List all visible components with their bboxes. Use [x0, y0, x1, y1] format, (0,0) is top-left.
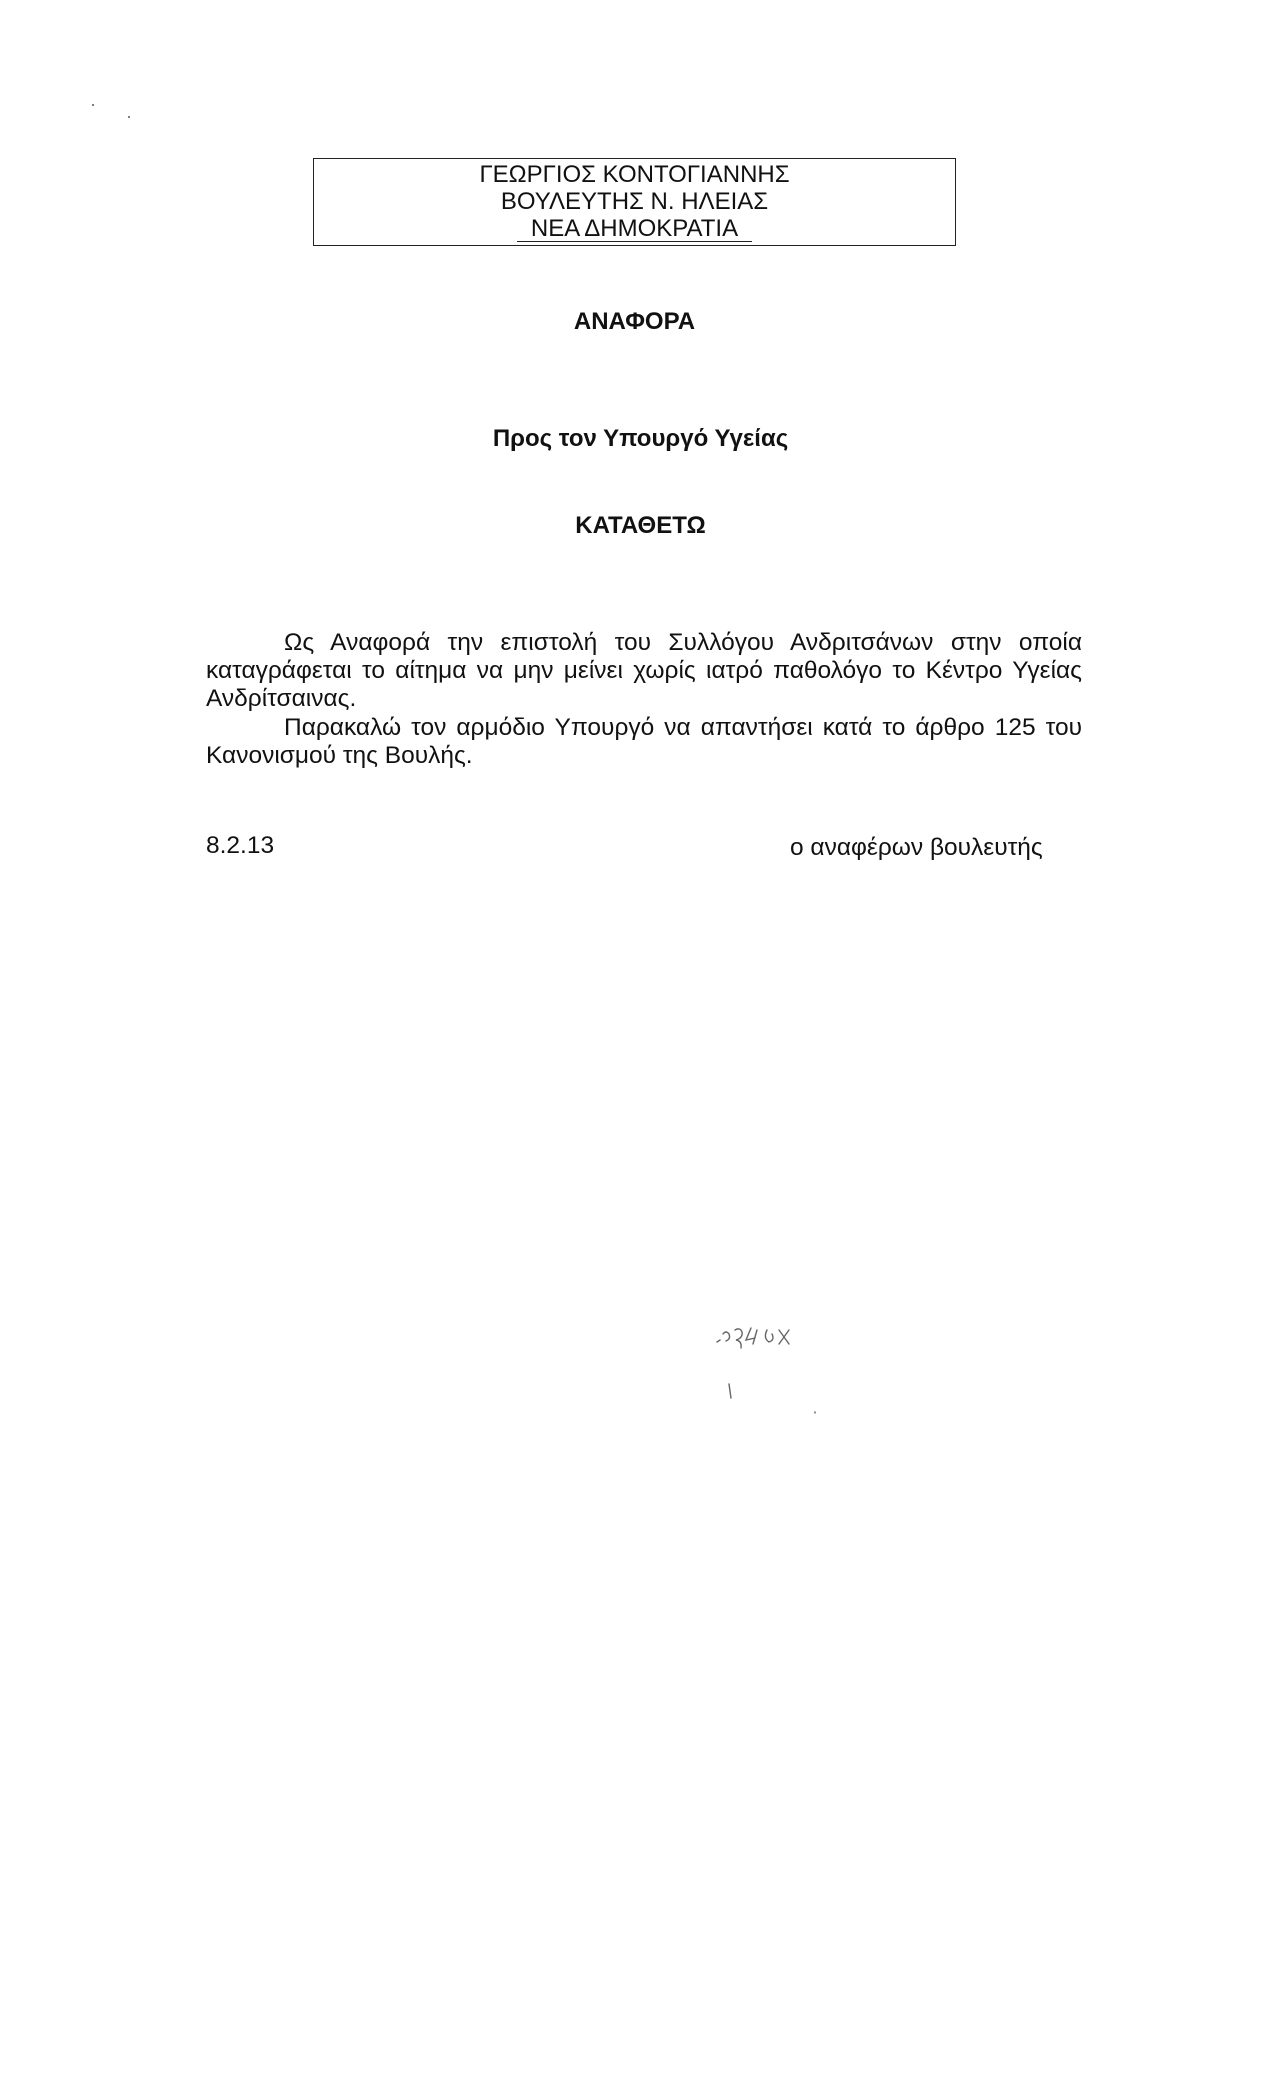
scan-speck [128, 116, 130, 118]
body-paragraph-1 [206, 629, 1082, 713]
signature-line: ο αναφέρων βουλευτής [790, 834, 1043, 861]
mp-name: ΓΕΩΡΓΙΟΣ ΚΟΝΤΟΓΙΑΝΝΗΣ [479, 161, 790, 188]
letterhead-box [313, 158, 956, 246]
scan-speck [92, 104, 94, 106]
paragraph-text: Ως Αναφορά την επιστολή του Συλλόγου Ανδριτσάνων στην οποία καταγράφεται το αίτημα να μην μείνει χωρίς ιατρό παθολόγο το Κέντρο Υγείας Ανδρίτσαινας. [206, 629, 1082, 712]
mp-position: ΒΟΥΛΕΥΤΗΣ Ν. ΗΛΕΙΑΣ [500, 188, 769, 215]
recipient-line: Προς τον Υπουργό Υγείας [492, 425, 789, 452]
body-paragraph-2 [206, 714, 1082, 770]
party-name: ΝΕΑ ΔΗΜΟΚΡΑΤΙΑ [517, 217, 752, 242]
paragraph-text: Παρακαλώ τον αρμόδιο Υπουργό να απαντήσει κατά το άρθρο 125 του Κανονισμού της Βουλής. [206, 714, 1082, 769]
handwritten-mark [705, 1316, 845, 1416]
document-date: 8.2.13 [206, 832, 275, 859]
action-heading: ΚΑΤΑΘΕΤΩ [575, 512, 706, 539]
document-title: ΑΝΑΦΟΡΑ [573, 308, 696, 335]
